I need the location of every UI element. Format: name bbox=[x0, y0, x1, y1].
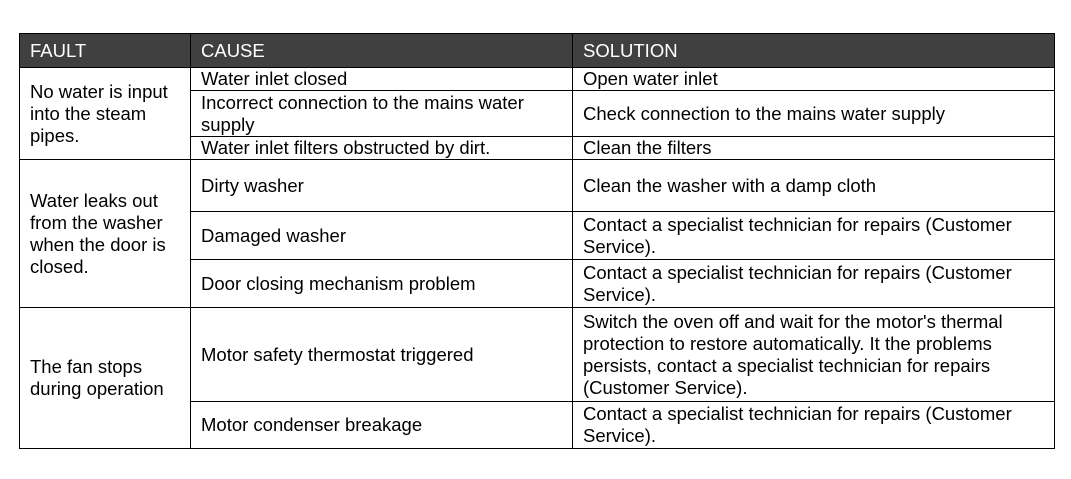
solution-cell: Open water inlet bbox=[573, 68, 1055, 91]
solution-cell: Clean the washer with a damp cloth bbox=[573, 160, 1055, 212]
cause-column-header: CAUSE bbox=[191, 34, 573, 68]
fault-cell: No water is input into the steam pipes. bbox=[20, 68, 191, 160]
cause-cell: Water inlet closed bbox=[191, 68, 573, 91]
solution-cell: Switch the oven off and wait for the motor's thermal protection to restore automatically. It the problems persists, contact a specialist technician for repairs (Customer Service). bbox=[573, 308, 1055, 402]
table-row bbox=[20, 160, 1055, 212]
fault-cell: Water leaks out from the washer when the door is closed. bbox=[20, 160, 191, 308]
cause-cell: Motor condenser breakage bbox=[191, 402, 573, 449]
table-row bbox=[20, 308, 1055, 402]
cause-cell: Damaged washer bbox=[191, 212, 573, 260]
cause-cell: Incorrect connection to the mains water supply bbox=[191, 91, 573, 137]
cause-cell: Dirty washer bbox=[191, 160, 573, 212]
table-header bbox=[20, 34, 1055, 68]
solution-cell: Contact a specialist technician for repairs (Customer Service). bbox=[573, 260, 1055, 308]
cause-cell: Motor safety thermostat triggered bbox=[191, 308, 573, 402]
table-row bbox=[20, 68, 1055, 91]
solution-cell: Clean the filters bbox=[573, 137, 1055, 160]
solution-column-header: SOLUTION bbox=[573, 34, 1055, 68]
cause-cell: Door closing mechanism problem bbox=[191, 260, 573, 308]
cause-cell: Water inlet filters obstructed by dirt. bbox=[191, 137, 573, 160]
solution-cell: Contact a specialist technician for repairs (Customer Service). bbox=[573, 212, 1055, 260]
fault-cell: The fan stops during operation bbox=[20, 308, 191, 449]
fault-column-header: FAULT bbox=[20, 34, 191, 68]
solution-cell: Check connection to the mains water supply bbox=[573, 91, 1055, 137]
table-body bbox=[20, 68, 1055, 449]
header-row bbox=[20, 34, 1055, 68]
troubleshooting-table bbox=[19, 33, 1055, 449]
solution-cell: Contact a specialist technician for repairs (Customer Service). bbox=[573, 402, 1055, 449]
